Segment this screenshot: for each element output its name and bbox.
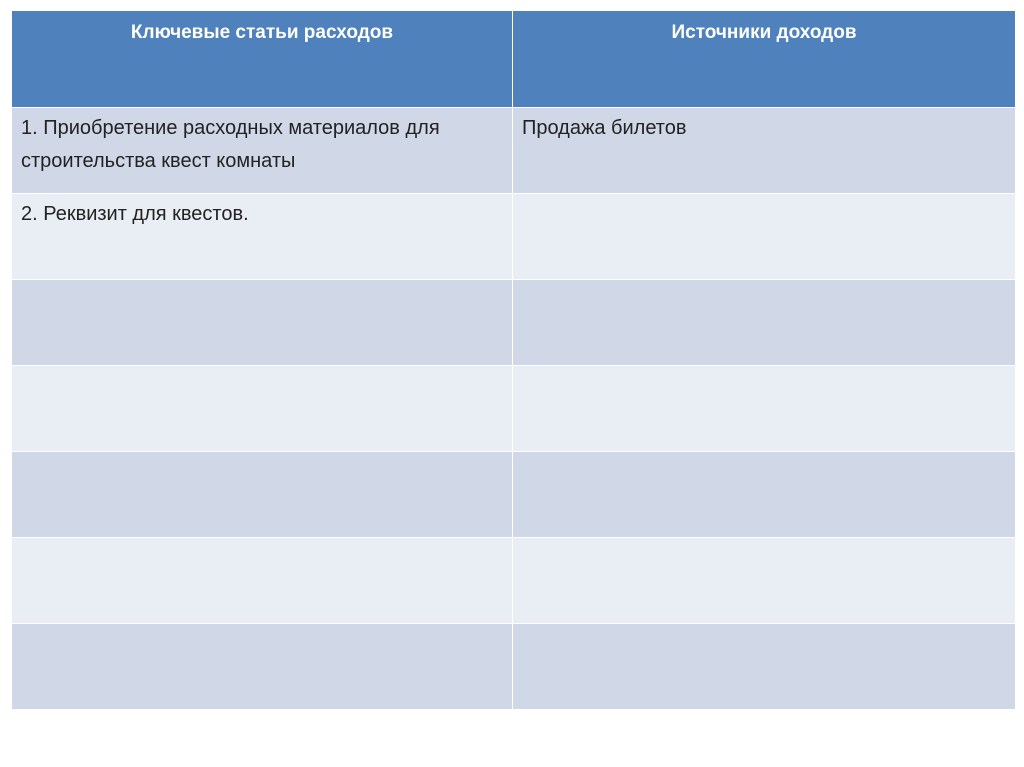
- table-row: [12, 108, 1016, 194]
- header-expenses: Ключевые статьи расходов: [12, 11, 513, 108]
- table-cell-expense: [12, 366, 513, 452]
- table-row: [12, 194, 1016, 280]
- table-cell-income: Продажа билетов: [513, 108, 1016, 194]
- table-cell-expense: [12, 452, 513, 538]
- table-cell-expense: [12, 624, 513, 710]
- table-row: [12, 366, 1016, 452]
- table-cell-income: [513, 452, 1016, 538]
- table-cell-income: [513, 280, 1016, 366]
- table-cell-expense: 1. Приобретение расходных материалов для строительства квест комнаты: [12, 108, 513, 194]
- table-cell-income: [513, 624, 1016, 710]
- table-row: [12, 452, 1016, 538]
- table-cell-income: [513, 538, 1016, 624]
- table-cell-expense: [12, 538, 513, 624]
- table-row: [12, 624, 1016, 710]
- table-cell-income: [513, 366, 1016, 452]
- table-cell-expense: [12, 280, 513, 366]
- header-income: Источники доходов: [513, 11, 1016, 108]
- table-cell-expense: 2. Реквизит для квестов.: [12, 194, 513, 280]
- table-row: [12, 280, 1016, 366]
- table-cell-income: [513, 194, 1016, 280]
- table-row: [12, 538, 1016, 624]
- table-header-row: [12, 11, 1016, 108]
- expenses-income-table: [11, 10, 1016, 710]
